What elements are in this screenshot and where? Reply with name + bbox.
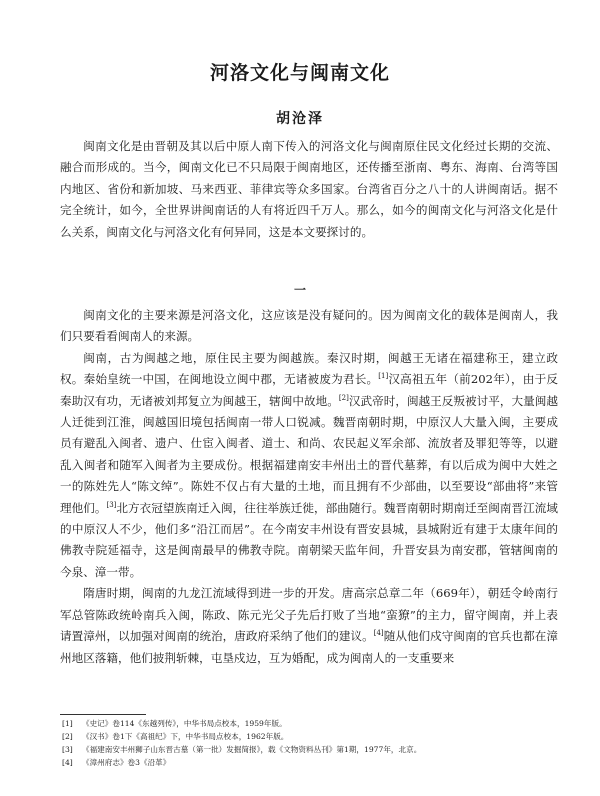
footnote-ref[interactable]: [3] <box>106 500 117 509</box>
abstract-paragraph: 闽南文化是由晋朝及其以后中原人南下传入的河洛文化与闽南原住民文化经过长期的交流、融合而形成的。当今，闽南文化已不只局限于闽南地区，还传播至浙南、粤东、海南、台湾等国内地区、省份和新加坡、马来西亚、菲律宾等众多国家。台湾省百分之八十的人讲闽南话。据不完全统计，如今，全世界讲闽南话的人有将近四千万人。那么，如今的闽南文化与河洛文化是什么关系，闽南文化与河洛文化有何异同，这是本文要探讨的。 <box>60 139 558 239</box>
footnotes <box>62 717 558 769</box>
footnote <box>62 717 558 730</box>
text-run: 北方衣冠望族南迁入闽，往往举族迁徙，部曲随行。魏晋南朝时期南迁至闽南晋江流域的中原汉人不少，他们多“沿江而居”。在今南安丰州设有晋安县城，县城附近有建于太康年间的佛教寺院延福寺，这是闽南最早的佛教寺院。南朝梁天监年间，升晋安县为南安郡，管辖闽南的今泉、漳一带。 <box>60 500 558 579</box>
footnote <box>62 743 558 756</box>
article-title: 河洛文化与闽南文化 <box>209 62 390 84</box>
footnote-divider <box>60 714 146 715</box>
footnote-ref[interactable]: [1] <box>378 372 389 381</box>
body-paragraph: 闽南文化的主要来源是河洛文化，这应该是没有疑问的。因为闽南文化的载体是闽南人，我们只要看看闽南人的来源。 <box>60 308 558 344</box>
footnote-text: 《汉书》卷1下《高祖纪》下，中华书局点校本，1962年版。 <box>82 732 289 741</box>
footnote-text: 《漳州府志》卷3《沿革》 <box>82 758 171 767</box>
footnote-mark: [1] <box>62 719 73 728</box>
text-run: 随从他们戍守闽南的官兵也都在漳州地区落籍，他们披荆斩棘，屯垦戍边，互为婚配，成为闽南人的一支重要来 <box>60 629 558 665</box>
footnote-mark: [4] <box>62 758 73 767</box>
footnote-ref[interactable]: [4] <box>373 629 384 638</box>
footnote-text: 《史记》卷114《东越列传》，中华书局点校本，1959年版。 <box>82 719 287 728</box>
footnote-mark: [3] <box>62 745 73 754</box>
abstract-block <box>60 136 558 243</box>
body-paragraph <box>60 348 558 583</box>
text-run: 闽南，古为闽越之地，原住民主要为闽越族。秦汉时期，闽越王无诸在福建称王，建立政权。秦始皇统一中国，在闽地设立闽中郡，无诸被废为君长。 <box>60 350 558 387</box>
body-paragraph <box>60 583 558 669</box>
text-run: 汉武帝时，闽越王反叛被讨平，大量闽越人迁徙到江淮，闽越国旧境包括闽南一带人口锐减。魏晋南朝时期，中原汉人大量入闽，主要成员有避乱入闽者、遗户、仕宦入闽者、道士、和尚、农民起义军余部、流放者及罪犯等等，以避乱入闽者和随军入闽者为主要成份。根据福建南安丰州出土的晋代墓葬，有以后成为闽中大姓之一的陈姓先人“陈文绰”。陈姓不仅占有大量的土地，而且拥有不少部曲，以至要设“部曲将”来管理他们。 <box>60 393 558 515</box>
footnote-ref[interactable]: [2] <box>338 393 349 402</box>
footnote-mark: [2] <box>62 732 73 741</box>
author-name: 胡沧泽 <box>276 111 324 127</box>
footnote <box>62 756 558 769</box>
footnote-text: 《福建南安丰州狮子山东晋古墓（第一批）发掘简报》，载《文物资料丛刊》第1期，1977年，北京。 <box>82 745 422 754</box>
footnote <box>62 730 558 743</box>
main-text <box>60 305 558 669</box>
section-number: 一 <box>293 283 306 297</box>
text-run: 隋唐时期，闽南的九龙江流域得到进一步的开发。唐高宗总章二年（669年），朝廷令岭南行军总管陈政统岭南兵入闽，陈政、陈元光父子先后打败了当地“蛮獠”的主力，留守闽南，并上表请置漳州，以加强对闽南的统治，唐政府采纳了他们的建议。 <box>60 586 558 644</box>
text-run: 汉高祖五年（前202年），由于反秦助汉有功，无诸被刘邦复立为闽越王，辖闽中故地。 <box>60 372 558 408</box>
